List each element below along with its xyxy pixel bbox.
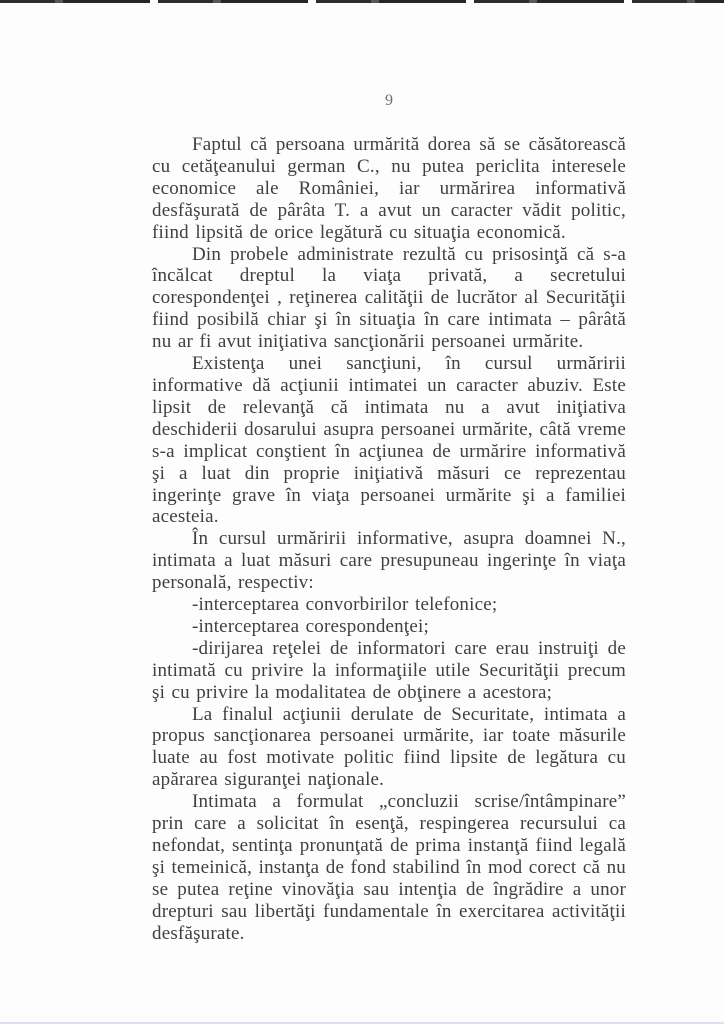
scan-top-edge-artifact bbox=[0, 0, 724, 3]
document-body bbox=[152, 134, 626, 945]
paragraph: Intimata a formulat „concluzii scrise/întâmpinare” prin care a solicitat în esenţă, respingerea recursului ca nefondat, sentinţa pronunţată de prima instanţă fiind legală şi temeinică, instanţa de fond stabilind în mod corect că nu se putea reţine vinovăţia sau intenţia de îngrădire a unor drepturi sau libertăţi fundamentale în exercitarea activităţii desfăşurate. bbox=[152, 791, 626, 944]
paragraph: La finalul acţiunii derulate de Securitate, intimata a propus sancţionarea persoanei urmărite, iar toate măsurile luate au fost motivate politic fiind lipsite de legătura cu apărarea siguranţei naţionale. bbox=[152, 703, 626, 791]
paragraph: În cursul urmăririi informative, asupra doamnei N., intimata a luat măsuri care presupuneau ingerinţe în viaţa personală, respectiv: bbox=[152, 528, 626, 594]
list-item: -interceptarea convorbirilor telefonice; bbox=[192, 594, 498, 616]
paragraph: Existenţa unei sancţiuni, în cursul urmăririi informative dă acţiunii intimatei un caracter abuziv. Este lipsit de relevanţă că intimata nu a avut iniţiativa deschiderii dosarului asupra persoanei urmărite, câtă vreme s-a implicat conştient în acţiunea de urmărire informativă şi a luat din proprie iniţiativă măsuri ce reprezentau ingerinţe grave în viaţa persoanei urmărite şi a familiei acesteia. bbox=[152, 353, 626, 528]
list-item: -dirijarea reţelei de informatori care erau instruiţi de intimată cu privire la informaţiile utile Securităţii precum şi cu privire la modalitatea de obţinere a acestora; bbox=[152, 637, 626, 703]
paragraph: Faptul că persoana urmărită dorea să se căsătorească cu cetăţeanului german C., nu putea periclita interesele economice ale României, iar urmărirea informativă desfăşurată de pârâta T. a avut un caracter vădit politic, fiind lipsită de orice legătură cu situaţia economică. bbox=[152, 134, 626, 243]
list-item: -interceptarea corespondenţei; bbox=[192, 615, 429, 637]
page-number: 9 bbox=[385, 92, 393, 109]
paragraph: Din probele administrate rezultă cu prisosinţă că s-a încălcat dreptul la viaţa privată, a secretului corespondenţei , reţinerea calităţii de lucrător al Securităţii fiind posibilă chiar şi în situaţia în care intimata – pârâtă nu ar fi avut iniţiativa sancţionării persoanei urmărite. bbox=[152, 243, 626, 353]
